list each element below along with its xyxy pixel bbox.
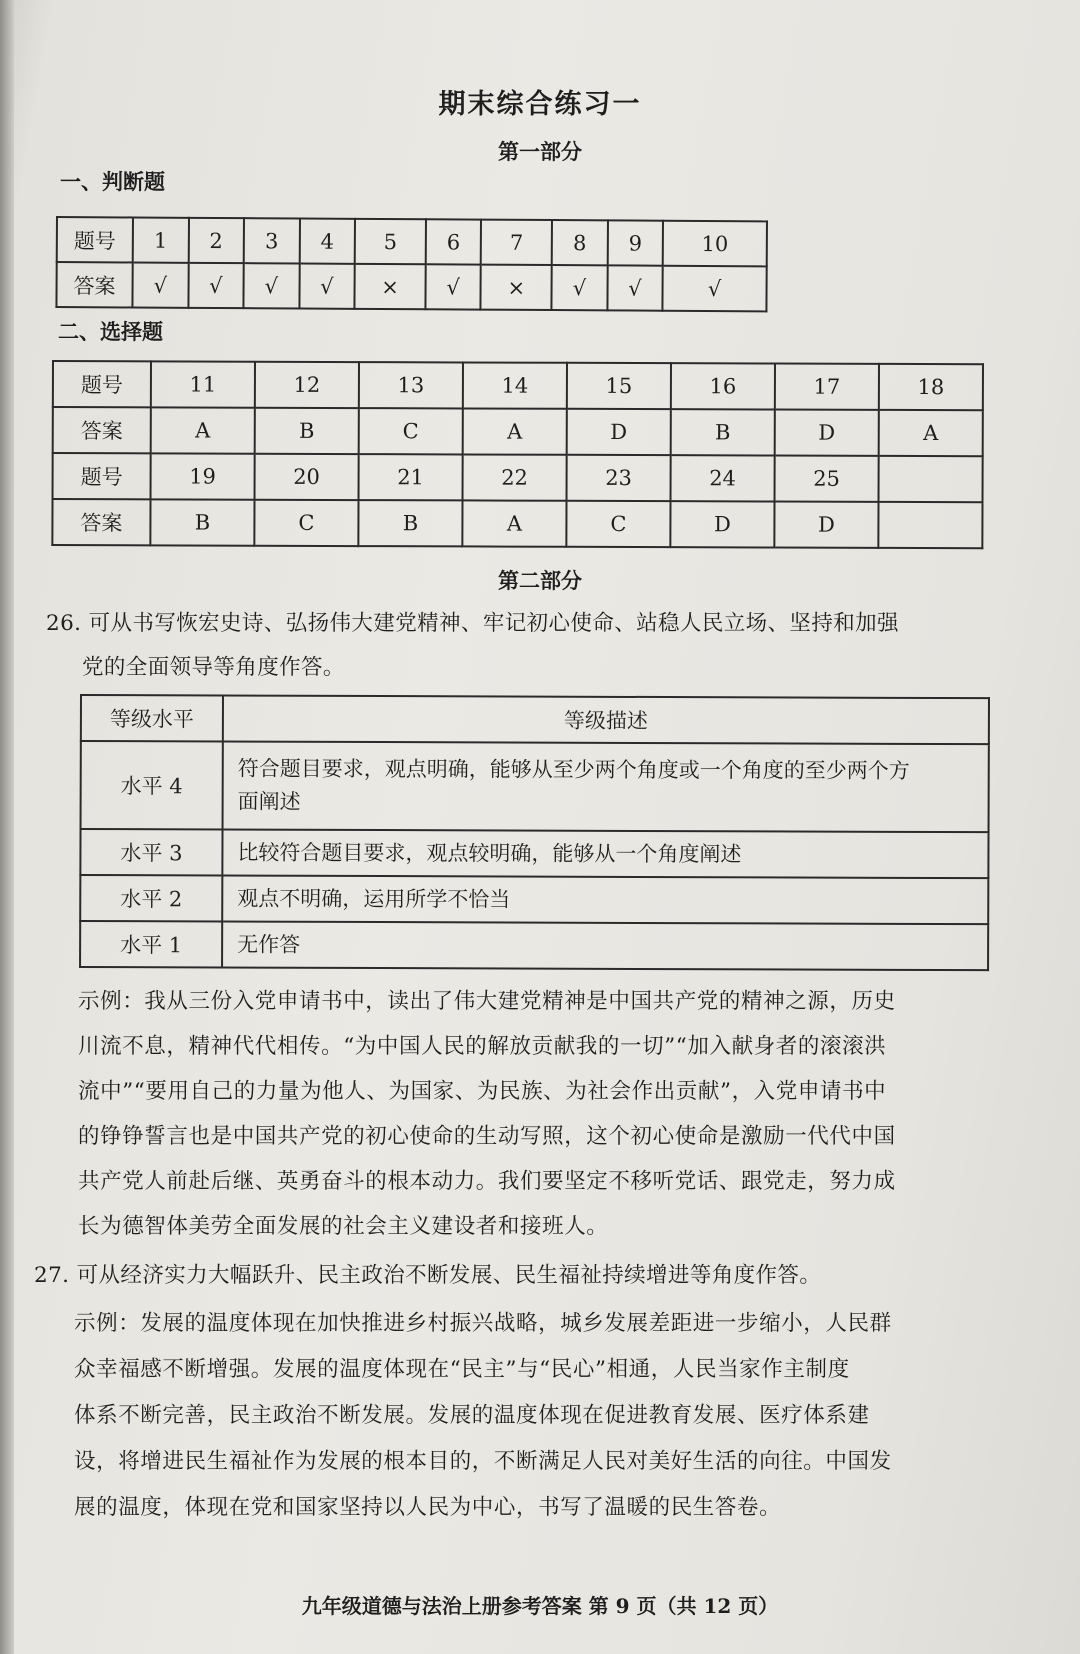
answer-letter: D (774, 502, 878, 548)
question-number: 14 (463, 362, 567, 408)
rubric-level: 水平 3 (80, 829, 222, 875)
question-number: 5 (355, 219, 426, 264)
row-label-number: 题号 (57, 217, 133, 262)
rubric-level: 水平 1 (80, 921, 222, 967)
q26-example-line: 长为德智体美劳全面发展的社会主义建设者和接班人。 (78, 1214, 609, 1239)
question-number: 7 (481, 220, 552, 265)
q26-example-line: 示例：我从三份入党申请书中，读出了伟大建党精神是中国共产党的精神之源，历史 (78, 989, 896, 1014)
table-row (81, 741, 989, 832)
judgement-answer-table (55, 216, 768, 312)
rubric-level: 水平 2 (80, 875, 222, 921)
section-choice-heading: 二、选择题 (58, 319, 163, 344)
table-row (53, 361, 983, 410)
question-number: 13 (359, 362, 463, 408)
question-number: 3 (244, 218, 300, 263)
page-footer: 九年级道德与法治上册参考答案 第 9 页（共 12 页） (301, 1594, 779, 1618)
answer-letter: A (462, 500, 566, 546)
table-row (53, 453, 983, 502)
question-number: 18 (879, 364, 983, 410)
question-number: 17 (775, 364, 879, 410)
rubric-description-line: 符合题目要求，观点明确，能够从至少两个角度或一个角度的至少两个方 (237, 756, 910, 783)
question-number: 1 (133, 217, 189, 262)
answer-mark: √ (607, 265, 663, 310)
answer-mark: × (355, 264, 426, 309)
rubric-header-level: 等级水平 (81, 695, 223, 741)
question-number: 15 (567, 363, 671, 409)
table-row (80, 875, 988, 924)
q26-example-line: 的铮铮誓言也是中国共产党的初心使命的生动写照，这个初心使命是激励一代代中国 (78, 1124, 896, 1149)
table-row (80, 921, 988, 970)
answer-letter: B (671, 409, 775, 455)
table-row (53, 407, 983, 456)
question-number: 2 (188, 218, 244, 263)
answer-mark: × (481, 265, 552, 310)
empty-cell (878, 502, 982, 548)
question-number: 12 (255, 362, 359, 408)
q27-example-line: 设，将增进民生福祉作为发展的根本目的，不断满足人民对美好生活的向往。中国发 (74, 1449, 892, 1474)
question-27-text: 27. 可从经济实力大幅跃升、民主政治不断发展、民生福祉持续增进等角度作答。 (34, 1263, 822, 1288)
row-label-number: 题号 (53, 361, 151, 407)
answer-letter: C (254, 500, 358, 546)
grading-rubric-table (79, 694, 990, 971)
question-number: 16 (671, 363, 775, 409)
answer-mark: √ (132, 262, 188, 307)
answer-letter: D (775, 410, 879, 456)
row-label-answer: 答案 (56, 262, 132, 307)
section-judgement-heading: 一、判断题 (60, 169, 165, 194)
rubric-level: 水平 4 (81, 741, 223, 829)
answer-letter: C (359, 408, 463, 454)
row-label-number: 题号 (53, 453, 151, 499)
table-row (52, 499, 982, 548)
rubric-header-desc: 等级描述 (223, 695, 989, 744)
rubric-description: 无作答 (222, 921, 988, 970)
question-number: 20 (255, 454, 359, 500)
question-number: 23 (567, 455, 671, 501)
choice-answer-table (51, 360, 984, 549)
answer-letter: A (879, 410, 983, 456)
page-title: 期末综合练习一 (438, 89, 642, 120)
answer-letter: B (255, 408, 359, 454)
row-label-answer: 答案 (53, 407, 151, 453)
q27-example-line: 体系不断完善，民主政治不断发展。发展的温度体现在促进教育发展、医疗体系建 (74, 1403, 870, 1428)
rubric-description (223, 741, 989, 832)
q26-example-line: 共产党人前赴后继、英勇奋斗的根本动力。我们要坚定不移听党话、跟党走，努力成 (78, 1169, 896, 1194)
rubric-description: 观点不明确，运用所学不恰当 (222, 875, 988, 924)
empty-cell (879, 456, 983, 502)
answer-letter: D (567, 409, 671, 455)
part-one-heading: 第一部分 (498, 139, 582, 164)
answer-letter: D (670, 501, 774, 547)
answer-letter: B (358, 500, 462, 546)
table-row (81, 695, 989, 744)
answer-letter: B (150, 499, 254, 545)
question-number: 11 (151, 361, 255, 407)
q27-example-line: 展的温度，体现在党和国家坚持以人民为中心，书写了温暖的民生答卷。 (74, 1495, 782, 1520)
q26-example-line: 川流不息，精神代代相传。“为中国人民的解放贡献我的一切”“加入献身者的滚滚洪 (78, 1034, 887, 1059)
q27-example-line: 众幸福感不断增强。发展的温度体现在“民主”与“民心”相通，人民当家作主制度 (74, 1357, 850, 1382)
question-26-text-cont: 党的全面领导等角度作答。 (82, 655, 345, 680)
answer-mark: √ (299, 263, 355, 308)
table-row (80, 829, 988, 878)
question-number: 21 (359, 454, 463, 500)
rubric-description-line: 面阐述 (237, 789, 301, 814)
row-label-answer: 答案 (52, 499, 150, 545)
answer-mark: √ (425, 264, 481, 309)
answer-letter: C (566, 501, 670, 547)
question-number: 8 (552, 220, 608, 265)
table-row (56, 262, 766, 311)
q27-example-line: 示例：发展的温度体现在加快推进乡村振兴战略，城乡发展差距进一步缩小，人民群 (74, 1311, 892, 1336)
table-row (57, 217, 767, 266)
q26-example-line: 流中”“要用自己的力量为他人、为国家、为民族、为社会作出贡献”，入党申请书中 (78, 1079, 887, 1104)
question-number: 24 (671, 455, 775, 501)
question-number: 25 (775, 456, 879, 502)
question-number: 10 (663, 221, 767, 267)
question-number: 6 (426, 219, 482, 264)
question-number: 4 (299, 218, 355, 263)
answer-mark: √ (244, 263, 300, 308)
rubric-description: 比较符合题目要求，观点较明确，能够从一个角度阐述 (222, 829, 988, 878)
answer-mark: √ (552, 265, 608, 310)
part-two-heading: 第二部分 (498, 568, 582, 593)
answer-letter: A (151, 407, 255, 453)
answer-letter: A (463, 408, 567, 454)
question-number: 19 (151, 453, 255, 499)
answer-mark: √ (663, 266, 767, 312)
question-26-text: 26. 可从书写恢宏史诗、弘扬伟大建党精神、牢记初心使命、站稳人民立场、坚持和加强 (46, 611, 899, 636)
answer-mark: √ (188, 263, 244, 308)
question-number: 9 (607, 220, 663, 265)
page-edge-shadow (0, 0, 14, 1654)
question-number: 22 (463, 454, 567, 500)
